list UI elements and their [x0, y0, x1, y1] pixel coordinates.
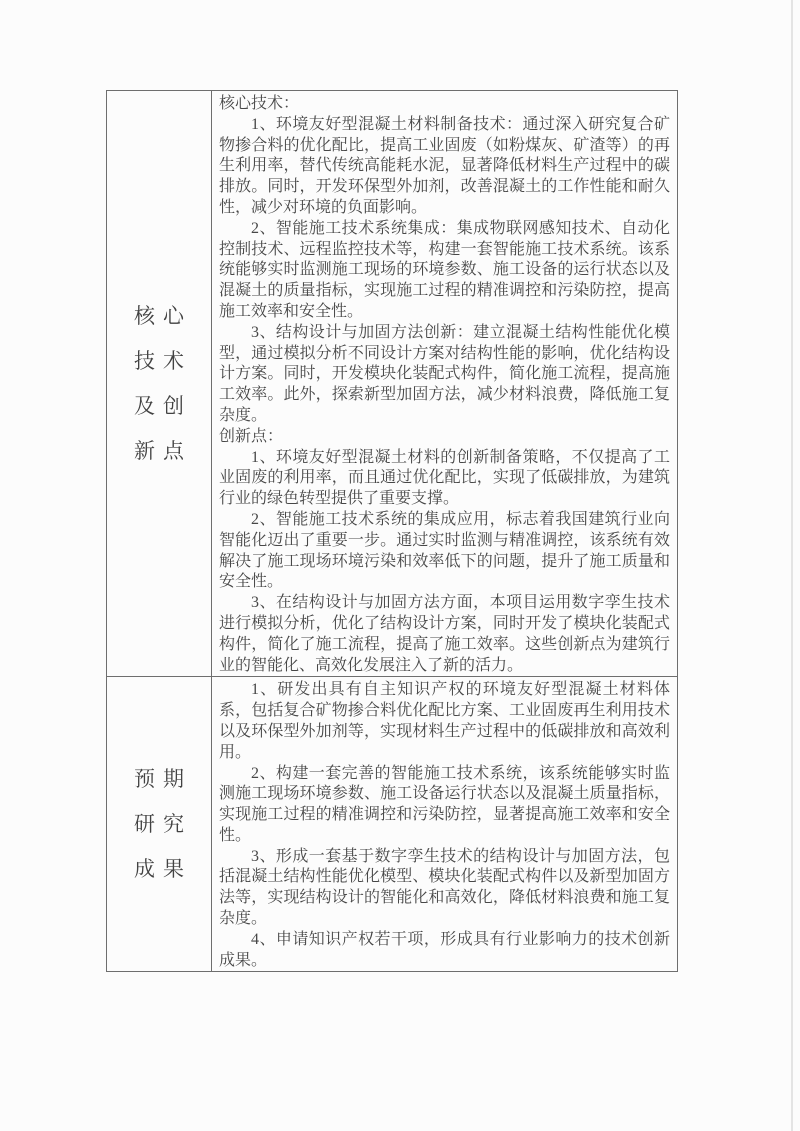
- row-header-line: 新点: [134, 438, 192, 463]
- paragraph-expected-item-1: 1、研发出具有自主知识产权的环境友好型混凝土材料体系，包括复合矿物掺合料优化配比方案、工业固废再生利用技术以及环保型外加剂等，实现材料生产过程中的低碳排放和高效利用。: [219, 681, 670, 761]
- row-header-line: 及创: [134, 393, 192, 418]
- row-header-line: 预期: [134, 766, 192, 791]
- paragraph-expected-item-2: 2、构建一套完善的智能施工技术系统，该系统能够实时监测施工现场环境参数、施工设备运行状态以及混凝土质量指标，实现施工过程的精准调控和污染防控，显著提高施工效率和安全性。: [219, 764, 670, 844]
- paragraph-core-tech-item-1: 1、环境友好型混凝土材料制备技术：通过深入研究复合矿物掺合料的优化配比，提高工业固废（如粉煤灰、矿渣等）的再生利用率，替代传统高能耗水泥，显著降低材料生产过程中的碳排放。同时，开发环保型外加剂，改善混凝土的工作性能和耐久性，减少对环境的负面影响。: [219, 115, 670, 216]
- row-header-line: 核心: [134, 303, 192, 328]
- paragraph-innovation-item-3: 3、在结构设计与加固方法方面，本项目运用数字孪生技术进行模拟分析，优化了结构设计方案，同时开发了模块化装配式构件，简化了施工流程，提高了施工效率。这些创新点为建筑行业的智能化、高效化发展注入了新的活力。: [219, 594, 670, 674]
- project-info-table: [106, 90, 678, 972]
- paragraph-core-tech-item-2: 2、智能施工技术系统集成：集成物联网感知技术、自动化控制技术、远程监控技术等，构建一套智能施工技术系统。该系统能够实时监测施工现场的环境参数、施工设备的运行状态以及混凝土的质量指标，实现施工过程的精准调控和污染防控，提高施工效率和安全性。: [219, 219, 670, 320]
- row-header-expected-results: [107, 677, 212, 972]
- paragraph-core-tech-item-3: 3、结构设计与加固方法创新：建立混凝土结构性能优化模型，通过模拟分析不同设计方案对结构性能的影响，优化结构设计方案。同时，开发模块化装配式构件，简化施工流程，提高施工效率。此外，探索新型加固方法，减少材料浪费，降低施工复杂度。: [219, 323, 670, 424]
- paragraph-core-tech-heading: 核心技术：: [219, 95, 300, 112]
- core-technology-content: [212, 91, 678, 677]
- paragraph-expected-item-3: 3、形成一套基于数字孪生技术的结构设计与加固方法，包括混凝土结构性能优化模型、模块化装配式构件以及新型加固方法等，实现结构设计的智能化和高效化，降低材料浪费和施工复杂度。: [219, 847, 670, 928]
- row-header-line: 研究: [134, 811, 192, 836]
- paragraph-innovation-item-2: 2、智能施工技术系统的集成应用，标志着我国建筑行业向智能化迈出了重要一步。通过实时监测与精准调控，该系统有效解决了施工现场环境污染和效率低下的问题，提升了施工质量和安全性。: [219, 510, 670, 591]
- paragraph-expected-item-4: 4、申请知识产权若干项，形成具有行业影响力的技术创新成果。: [219, 930, 670, 969]
- table-row-expected-results: [107, 677, 678, 972]
- paragraph-innovation-item-1: 1、环境友好型混凝土材料的创新制备策略，不仅提高了工业固废的利用率，而且通过优化配比，实现了低碳排放，为建筑行业的绿色转型提供了重要支撑。: [219, 448, 670, 508]
- row-header-core-technology: [107, 91, 212, 677]
- table-row-core-technology: [107, 91, 678, 677]
- row-header-line: 成果: [134, 856, 192, 881]
- row-header-line: 技术: [134, 348, 192, 373]
- page-edge-shadow: [791, 0, 793, 1131]
- paragraph-innovation-heading: 创新点：: [219, 427, 284, 445]
- expected-results-content: [212, 677, 678, 972]
